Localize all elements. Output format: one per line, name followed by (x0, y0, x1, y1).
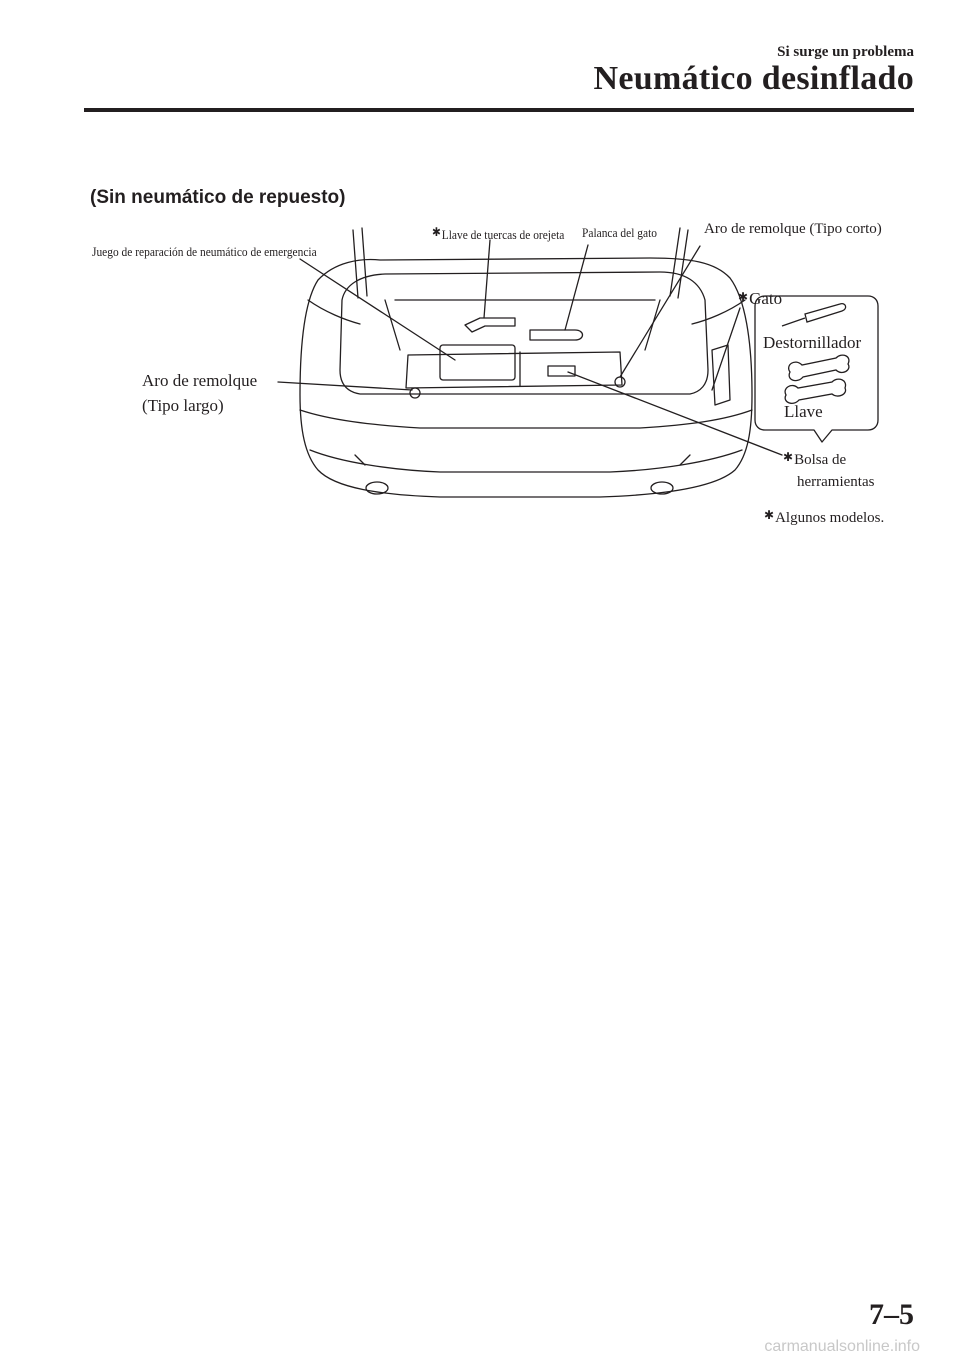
label-some-models: ✱Algunos modelos. (764, 508, 885, 526)
label-jack-lever: Palanca del gato (582, 225, 657, 240)
jack-lever-shape (530, 330, 583, 340)
wrench-icon (785, 355, 849, 403)
screwdriver-icon (782, 304, 846, 326)
label-tool-bag-1: ✱Bolsa de (783, 450, 847, 468)
jack-shape (548, 366, 575, 376)
page-title: Neumático desinflado (593, 60, 914, 97)
trunk-figure (0, 0, 960, 560)
section-title: (Sin neumático de repuesto) (90, 187, 346, 208)
label-towing-eye-long-1: Aro de remolque (142, 371, 258, 390)
header-chapter: Si surge un problema (777, 44, 914, 60)
label-emergency-kit: Juego de reparación de neumático de emergencia (92, 244, 317, 259)
label-wrench: Llave (784, 402, 823, 421)
label-towing-eye-short: Aro de remolque (Tipo corto) (704, 221, 882, 237)
asterisk-icon: ✱ (783, 450, 794, 464)
label-towing-eye-long-2: (Tipo largo) (142, 396, 224, 415)
watermark: carmanualsonline.info (764, 1338, 920, 1355)
label-jack: ✱Gato (738, 289, 783, 308)
asterisk-icon: ✱ (432, 225, 441, 239)
asterisk-icon: ✱ (738, 290, 749, 304)
rear-bumper (300, 410, 752, 428)
asterisk-icon: ✱ (764, 508, 775, 522)
page-number: 7–5 (869, 1298, 914, 1331)
lug-wrench-shape (465, 318, 515, 332)
label-lug-wrench: ✱Llave de tuercas de orejeta (432, 225, 565, 242)
label-screwdriver: Destornillador (763, 333, 862, 352)
storage-tray (406, 352, 622, 388)
emergency-kit-box (440, 345, 515, 380)
label-tool-bag-2: herramientas (797, 474, 875, 490)
